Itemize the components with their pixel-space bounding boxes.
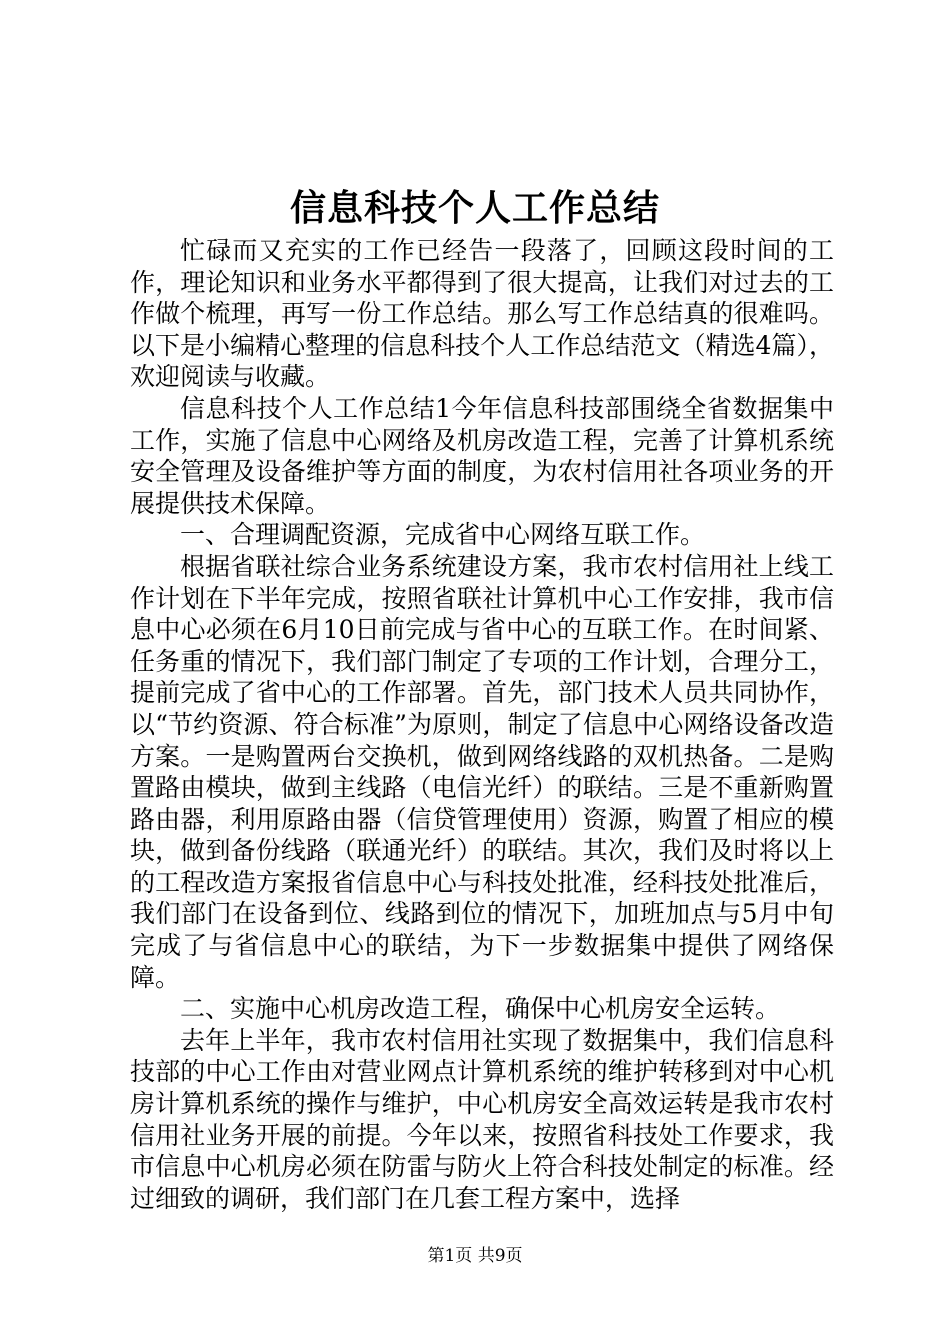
intro-paragraph: 忙碌而又充实的工作已经告一段落了，回顾这段时间的工作，理论知识和业务水平都得到了很大提高，让我们对过去的工作做个梳理，再写一份工作总结。那么写工作总结真的很难吗。以下是小编精心整理的信息科技个人工作总结范文（精选4篇），欢迎阅读与收藏。 bbox=[130, 236, 834, 392]
machine-room-paragraph: 去年上半年，我市农村信用社实现了数据集中，我们信息科技部的中心工作由对营业网点计算机系统的维护转移到对中心机房计算机系统的操作与维护，中心机房安全高效运转是我市农村信用社业务开展的前提。今年以来，按照省科技处工作要求，我市信息中心机房必须在防雷与防火上符合科技处制定的标准。经过细致的调研，我们部门在几套工程方案中，选择 bbox=[130, 1025, 834, 1213]
summary-one-paragraph: 信息科技个人工作总结1今年信息科技部围绕全省数据集中工作，实施了信息中心网络及机房改造工程，完善了计算机系统安全管理及设备维护等方面的制度，为农村信用社各项业务的开展提供技术保障。 bbox=[130, 393, 834, 518]
document-body bbox=[130, 235, 834, 1214]
network-paragraph: 根据省联社综合业务系统建设方案，我市农村信用社上线工作计划在下半年完成，按照省联社计算机中心工作安排，我市信息中心必须在6月10日前完成与省中心的互联工作。在时间紧、任务重的情况下，我们部门制定了专项的工作计划，合理分工，提前完成了省中心的工作部署。首先，部门技术人员共同协作，以“节约资源、符合标准”为原则，制定了信息中心网络设备改造方案。一是购置两台交换机，做到网络线路的双机热备。二是购置路由模块，做到主线路（电信光纤）的联结。三是不重新购置路由器，利用原路由器（信贷管理使用）资源，购置了相应的模块，做到备份线路（联通光纤）的联结。其次，我们及时将以上的工程改造方案报省信息中心与科技处批准，经科技处批准后，我们部门在设备到位、线路到位的情况下，加班加点与5月中旬完成了与省信息中心的联结，为下一步数据集中提供了网络保障。 bbox=[130, 551, 834, 992]
page-number-footer: 第1页 共9页 bbox=[427, 1246, 523, 1266]
document-title: 信息科技个人工作总结 bbox=[289, 187, 660, 229]
section-heading-one: 一、合理调配资源，完成省中心网络互联工作。 bbox=[180, 520, 706, 550]
section-heading-two: 二、实施中心机房改造工程，确保中心机房安全运转。 bbox=[180, 994, 781, 1024]
